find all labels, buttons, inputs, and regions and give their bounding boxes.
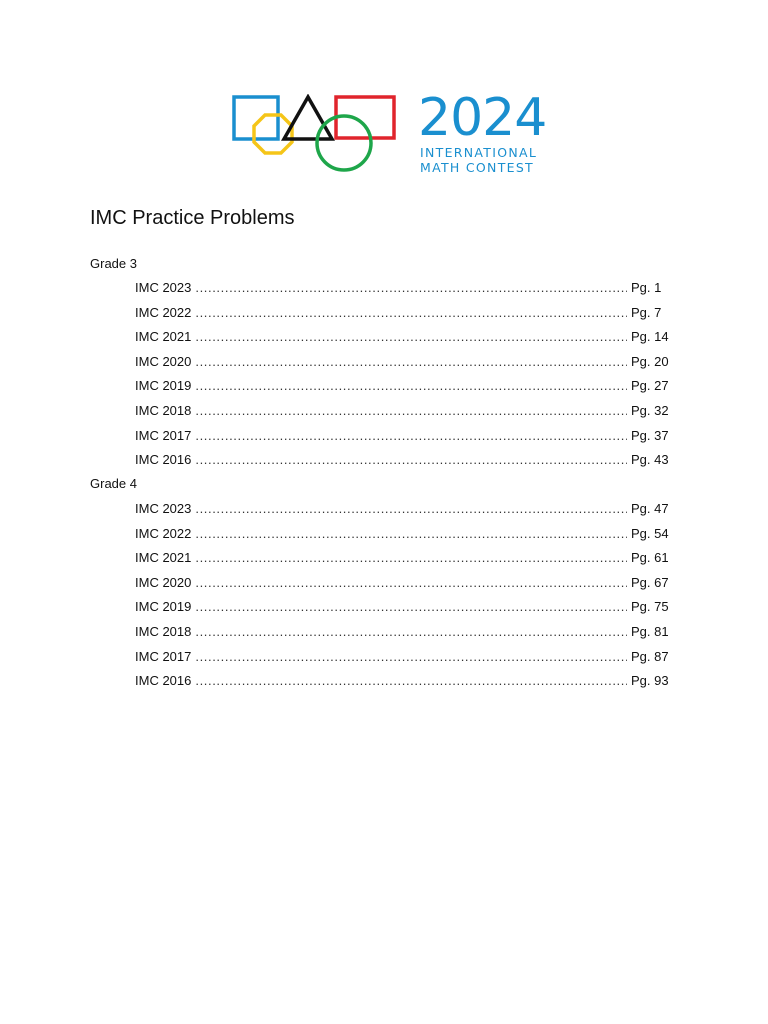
toc-leader-dots [195,428,627,443]
toc-leader-dots [195,501,627,516]
toc-entry-page: Pg. 43 [631,452,669,468]
toc-leader-dots [195,403,627,418]
toc-leader-dots [195,673,627,688]
toc-entry[interactable] [135,305,671,330]
toc-entry-label: IMC 2019 [135,378,192,394]
toc-entry-label: IMC 2018 [135,623,192,639]
toc-entry-label: IMC 2017 [135,648,192,664]
toc-entry-label: IMC 2023 [135,501,192,516]
toc-entry-label: IMC 2017 [135,427,192,443]
toc-leader-dots [195,354,627,369]
toc-leader-dots [195,329,627,344]
toc-entry-label: IMC 2021 [135,550,192,566]
logo-year: 2024 [418,88,547,148]
toc-leader-dots [195,575,627,590]
toc-entry-page: Pg. 7 [631,304,662,320]
contest-logo [232,88,547,175]
logo-square-icon [234,97,278,139]
toc-entry-label: IMC 2023 [135,280,192,295]
toc-entry-page: Pg. 37 [631,427,669,443]
toc-entry[interactable] [135,526,671,551]
toc-entry-label: IMC 2020 [135,574,192,590]
toc-leader-dots [195,550,627,565]
toc-entry-label: IMC 2021 [135,329,192,345]
toc-leader-dots [195,452,627,467]
toc-entry-page: Pg. 32 [631,402,669,418]
page-title: IMC Practice Problems [90,207,295,229]
toc-entry-page: Pg. 20 [631,353,669,369]
toc-leader-dots [195,649,627,664]
toc-entry-label: IMC 2020 [135,353,192,369]
grade-heading: Grade 4 [90,476,137,491]
toc-leader-dots [195,378,627,393]
toc-entry[interactable] [135,452,671,477]
toc-entry-page: Pg. 61 [631,550,669,566]
toc-entry-page: Pg. 75 [631,599,669,615]
toc-entry[interactable] [135,378,671,403]
logo-text-line-1: INTERNATIONAL [420,145,538,160]
toc-leader-dots [195,305,627,320]
toc-entry-page: Pg. 87 [631,648,669,664]
toc-entry[interactable] [135,354,671,379]
toc-entry[interactable] [135,329,671,354]
toc-entry-page: Pg. 54 [631,525,669,541]
toc-entry-page: Pg. 67 [631,574,669,590]
logo-circle-icon [317,116,371,170]
toc-entry-page: Pg. 47 [631,501,669,516]
toc-entry-page: Pg. 14 [631,329,669,345]
toc-entry-label: IMC 2019 [135,599,192,615]
toc-entry[interactable] [135,501,671,526]
toc-entry-page: Pg. 93 [631,673,669,689]
toc-entry-page: Pg. 27 [631,378,669,394]
logo-text-line-2: MATH CONTEST [420,160,534,175]
toc-list-grade-3 [135,280,671,477]
toc-entry[interactable] [135,649,671,674]
toc-entry[interactable] [135,575,671,600]
toc-entry-label: IMC 2018 [135,402,192,418]
logo-shapes-icon [232,94,418,174]
toc-entry[interactable] [135,624,671,649]
toc-entry[interactable] [135,550,671,575]
toc-entry-label: IMC 2016 [135,673,192,689]
toc-entry[interactable] [135,280,671,305]
toc-entry-label: IMC 2022 [135,525,192,541]
toc-leader-dots [195,624,627,639]
toc-entry[interactable] [135,673,671,698]
toc-leader-dots [195,280,627,295]
toc-entry[interactable] [135,403,671,428]
toc-entry-page: Pg. 1 [631,280,662,295]
toc-entry-label: IMC 2016 [135,452,192,468]
toc-leader-dots [195,526,627,541]
toc-entry-page: Pg. 81 [631,623,669,639]
toc-list-grade-4 [135,501,671,698]
grade-heading: Grade 3 [90,256,137,271]
toc-entry-label: IMC 2022 [135,304,192,320]
toc-entry[interactable] [135,428,671,453]
toc-entry[interactable] [135,599,671,624]
toc-leader-dots [195,599,627,614]
